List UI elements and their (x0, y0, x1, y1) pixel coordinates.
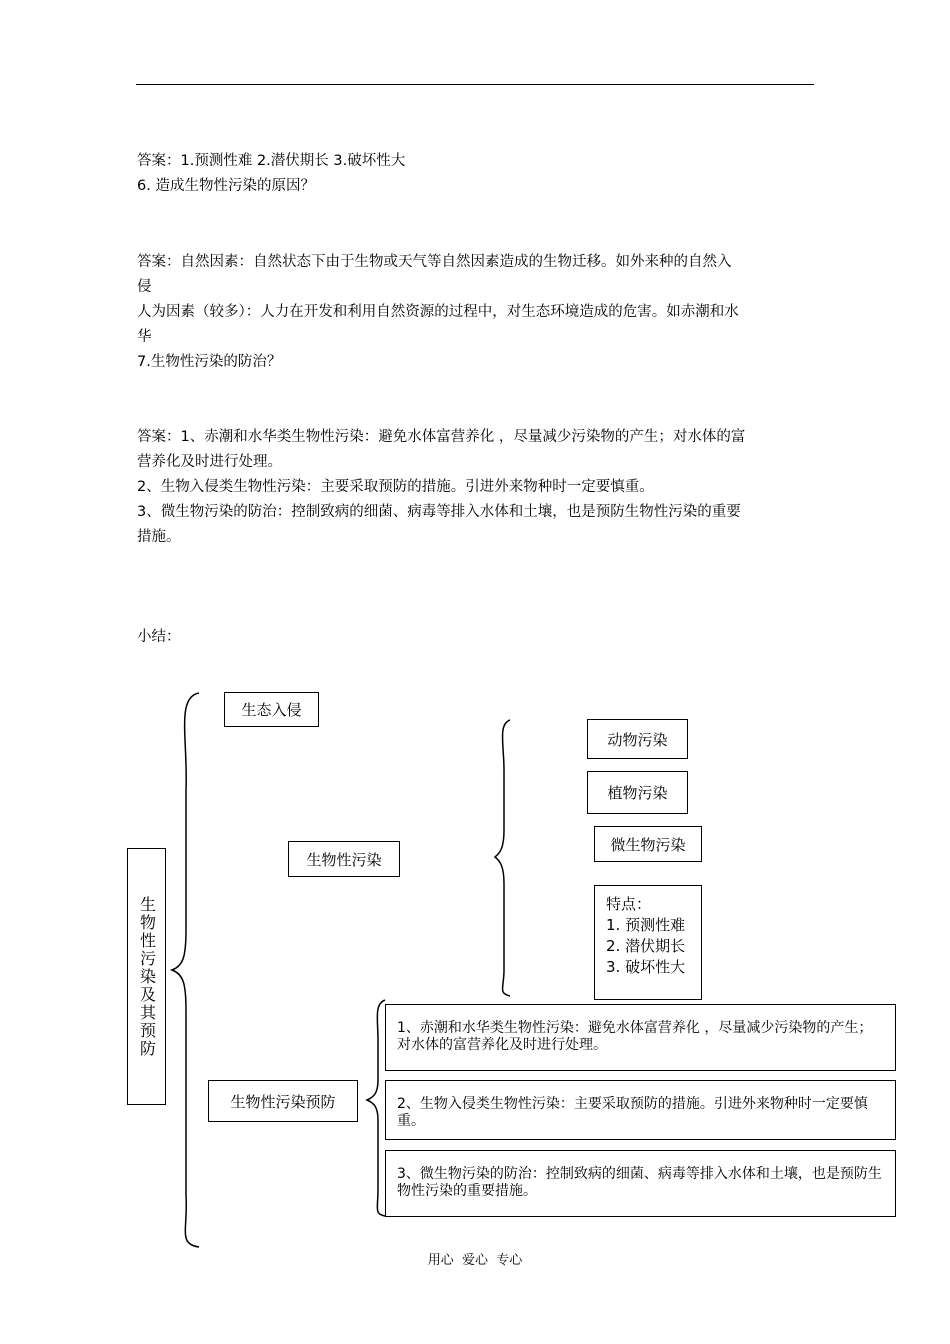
summary-label: 小结： (137, 629, 181, 645)
root-topic-box (127, 848, 166, 1105)
prevention-label: 生物性污染预防 (230, 1092, 336, 1111)
answer-7-line1: 答案：1、赤潮和水华类生物性污染：避免水体富营养化 ，尽量减少污染物的产生；对水体的富 (137, 429, 746, 445)
microbe-pollution-label: 微生物污染 (610, 835, 686, 854)
prevention-box (208, 1080, 358, 1122)
features-box (594, 885, 702, 1000)
invasion-label: 生态入侵 (241, 701, 302, 719)
answer-6-line1: 答案：自然因素：自然状态下由于生物或天气等自然因素造成的生物迁移。如外来种的自然入 (137, 254, 732, 270)
feature-item: 3. 破坏性大 (606, 958, 686, 976)
root-topic-label: 生物性污染及其预防 (137, 895, 157, 1058)
page-footer: 用心 爱心 专心 (427, 1253, 523, 1268)
answer-6-line4: 华 (137, 329, 152, 345)
plant-pollution-label: 植物污染 (607, 784, 668, 802)
answer-7-line2: 营养化及时进行处理。 (137, 454, 282, 470)
pollution-brace (495, 720, 510, 996)
bio-pollution-box (288, 841, 400, 877)
answer-5: 答案：1.预测性难 2.潜伏期长 3.破坏性大 (137, 153, 406, 169)
question-7: 7.生物性污染的防治？ (137, 354, 282, 370)
invasion-box (224, 692, 319, 727)
question-6: 6. 造成生物性污染的原因？ (137, 178, 315, 194)
prevention-item-3: 3、微生物污染的防治：控制致病的细菌、病毒等排入水体和土壤，也是预防生物性污染的重要措施。 (385, 1150, 896, 1217)
answer-7-line4: 3、微生物污染的防治：控制致病的细菌、病毒等排入水体和土壤，也是预防生物性污染的重要 (137, 504, 741, 520)
main-brace (172, 693, 199, 1247)
feature-item: 2. 潜伏期长 (606, 937, 686, 955)
prevention-item-1: 1、赤潮和水华类生物性污染：避免水体富营养化 ，尽量减少污染物的产生；对水体的富营养化及时进行处理。 (385, 1004, 896, 1071)
animal-pollution-box (587, 719, 688, 759)
prevention-brace (367, 1000, 385, 1216)
microbe-pollution-box (594, 826, 702, 862)
features-title: 特点： (606, 895, 652, 913)
answer-6-line2: 侵 (137, 279, 152, 295)
answer-7-line5: 措施。 (137, 529, 181, 545)
animal-pollution-label: 动物污染 (607, 730, 668, 749)
answer-7-line3: 2、生物入侵类生物性污染：主要采取预防的措施。引进外来物种时一定要慎重。 (137, 479, 654, 495)
plant-pollution-box (587, 771, 688, 814)
answer-6-line3: 人为因素（较多）：人力在开发和利用自然资源的过程中，对生态环境造成的危害。如赤潮和水 (137, 304, 739, 320)
feature-item: 1. 预测性难 (606, 916, 686, 934)
prevention-item-2: 2、生物入侵类生物性污染：主要采取预防的措施。引进外来物种时一定要慎重。 (385, 1080, 896, 1140)
bio-pollution-label: 生物性污染 (306, 850, 382, 869)
